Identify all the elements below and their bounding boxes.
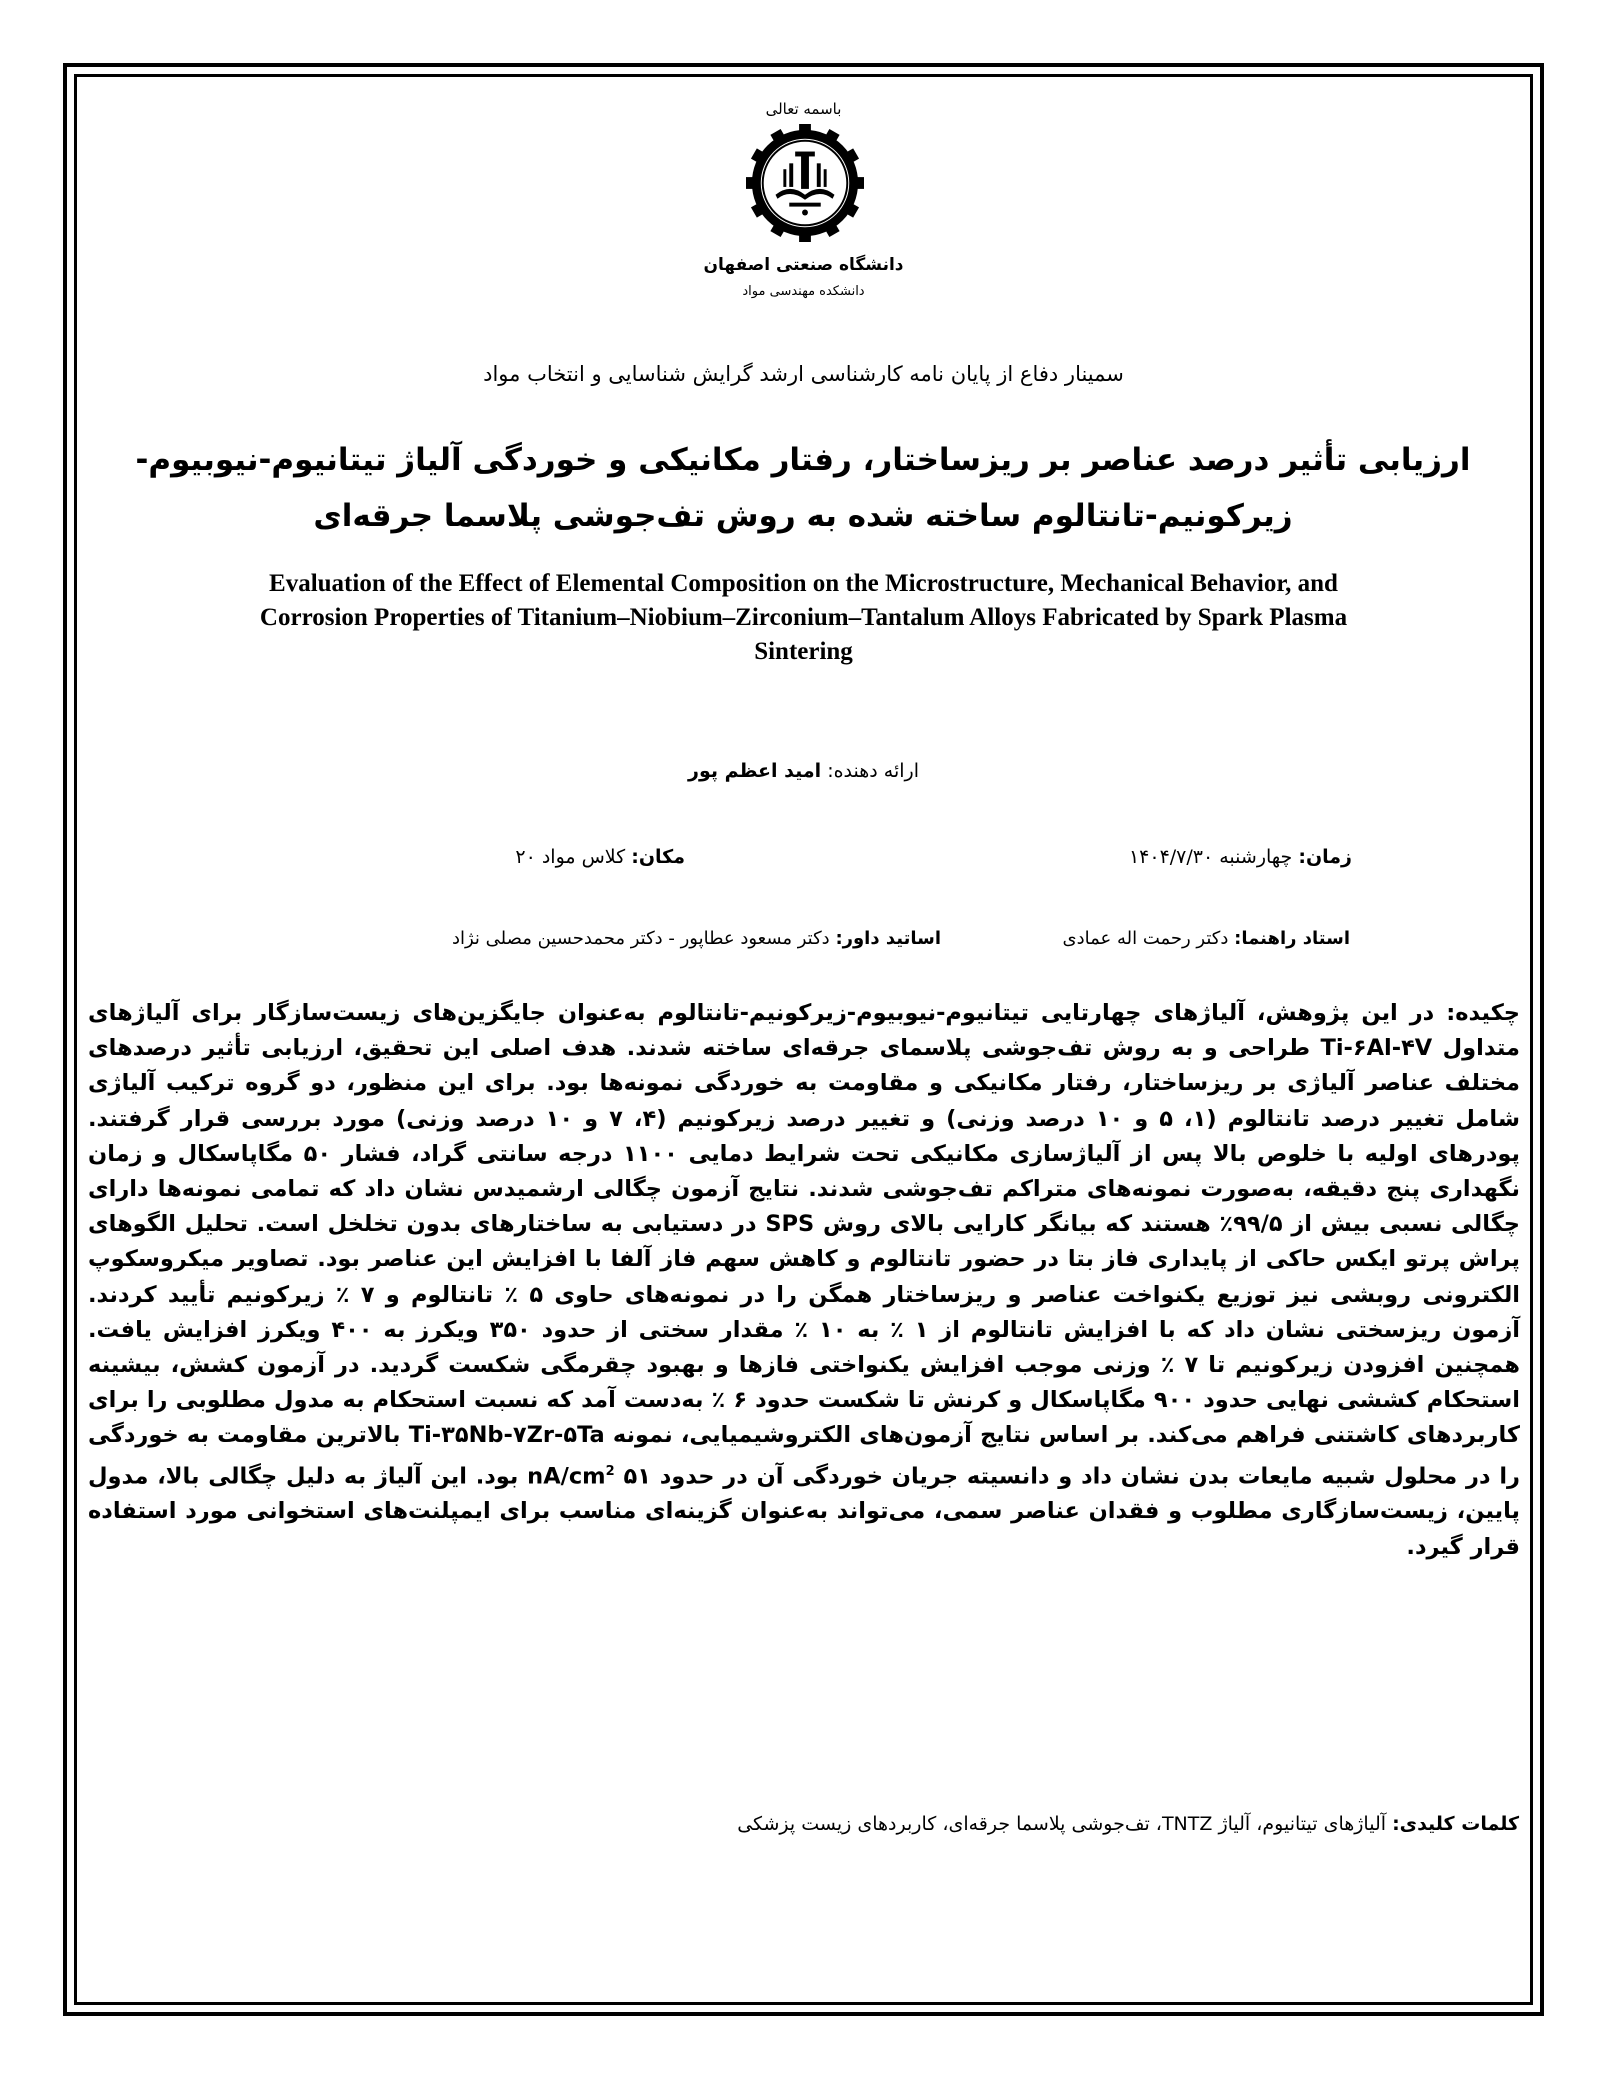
abstract-superscript: 2: [605, 1463, 615, 1479]
seminar-description: سمینار دفاع از پایان نامه کارشناسی ارشد گرایش شناسایی و انتخاب مواد: [483, 362, 1124, 386]
keywords: [737, 1813, 1519, 1835]
advisor-name: دکتر رحمت اله عمادی: [1062, 928, 1229, 949]
presenter: [0, 760, 1607, 782]
event-place: [515, 846, 685, 868]
presenter-label: ارائه دهنده:: [827, 760, 919, 782]
referees-names: دکتر مسعود عطاپور - دکتر محمدحسین مصلی نژاد: [451, 928, 830, 949]
abstract-text-part-1: در این پژوهش، آلیاژهای چهارتایی تیتانیوم-نیوبیوم-زیرکونیم-تانتالوم به‌عنوان جایگزین‌های زیست‌سازگار برای آلیاژهای متداول Ti-۶Al-۴V طراحی و به روش تف‌جوشی پلاسمای جرقه‌ای ساخته شدند. هدف اصلی این تحقیق، ارزیابی تأثیر درصدهای مختلف عناصر آلیاژی بر ریزساختار، رفتار مکانیکی و مقاومت به خوردگی نمونه‌ها بود. برای این منظور، دو گروه ترکیب آلیاژی شامل تغییر درصد تانتالوم (۱، ۵ و ۱۰ درصد وزنی) و تغییر درصد زیرکونیم (۴، ۷ و ۱۰ درصد وزنی) مورد بررسی قرار گرفتند. پودرهای اولیه با خلوص بالا پس از آلیاژسازی مکانیکی تحت شرایط دمایی ۱۱۰۰ درجه سانتی گراد، فشار ۵۰ مگاپاسکال و زمان نگهداری پنج دقیقه، به‌صورت نمونه‌های متراکم تف‌جوشی شدند. نتایج آزمون چگالی ارشمیدس نشان داد که تمامی نمونه‌ها دارای چگالی نسبی بیش از ۹۹/۵٪ هستند که بیانگر کارایی بالای روش SPS در دستیابی به ساختارهای بدون تخلخل است. تحلیل الگوهای پراش پرتو ایکس حاکی از پایداری فاز بتا در حضور تانتالوم و کاهش سهم فاز آلفا با افزایش این عناصر بود. تصاویر میکروسکوپ الکترونی روبشی نیز توزیع یکنواخت عناصر و ریزساختار همگن را در نمونه‌های حاوی ۵ ٪ تانتالوم و ۷ ٪ زیرکونیم تأیید کردند. آزمون ریزسختی نشان داد که با افزایش تانتالوم از ۱ ٪ به ۱۰ ٪ مقدار سختی از حدود ۳۵۰ ویکرز به ۴۰۰ ویکرز افزایش یافت. همچنین افزودن زیرکونیم تا ۷ ٪ وزنی موجب افزایش یکنواختی فازها و بهبود چقرمگی شکست گردید. در آزمون کشش، بیشینه استحکام کششی نهایی حدود ۹۰۰ مگاپاسکال و کرنش تا شکست حدود ۶ ٪ به‌دست آمد که نسبت استحکام به مدول مطلوبی را برای کاربردهای کاشتنی فراهم می‌کند. بر اساس نتایج آزمون‌های الکتروشیمیایی، نمونه Ti-۳۵Nb-۷Zr-۵Ta بالاترین مقاومت به خوردگی را در محلول شبیه مایعات بدن نشان داد و دانسیته جریان خوردگی آن در حدود ۵۱ nA/cm: [88, 1000, 1521, 1490]
university-gear-emblem-icon: [746, 124, 864, 242]
faculty-name: دانشکده مهندسی مواد: [742, 284, 865, 299]
title-english: [105, 567, 1502, 669]
abstract: [88, 996, 1520, 1565]
place-label: مکان:: [631, 846, 685, 868]
title-persian: [113, 432, 1493, 544]
place-value: کلاس مواد ۲۰: [515, 846, 626, 868]
title-english-line-1: Evaluation of the Effect of Elemental Composition on the Microstructure, Mechanical Behavior, and: [269, 570, 1338, 597]
title-persian-line-1: ارزیابی تأثیر درصد عناصر بر ریزساختار، رفتار مکانیکی و خوردگی آلیاژ تیتانیوم-نیوبیوم-: [135, 442, 1471, 478]
time-label: زمان:: [1298, 846, 1352, 868]
presenter-name: امید اعظم پور: [688, 760, 822, 782]
referees-label: اساتید داور:: [835, 928, 941, 949]
abstract-text-part-2: بود. این آلیاژ به دلیل چگالی بالا، مدول پایین، زیست‌سازگاری مطلوب و فقدان عناصر سمی، می‌تواند به‌عنوان گزینه‌ای مناسب برای ایمپلنت‌های استخوانی مورد استفاده قرار گیرد.: [88, 1463, 1520, 1560]
title-english-line-2: Corrosion Properties of Titanium–Niobium–Zirconium–Tantalum Alloys Fabricated by Spark Plasma: [259, 604, 1348, 631]
keywords-label: کلمات کلیدی:: [1392, 1813, 1519, 1835]
event-time: [1129, 846, 1352, 868]
abstract-label: چکیده:: [1446, 1000, 1520, 1026]
advisor-label: استاد راهنما:: [1234, 928, 1350, 949]
university-name: دانشگاه صنعتی اصفهان: [703, 255, 904, 275]
title-persian-line-2: زیرکونیم-تانتالوم ساخته شده به روش تف‌جوشی پلاسما جرقه‌ای: [313, 498, 1293, 534]
keywords-value: آلیاژهای تیتانیوم، آلیاژ TNTZ، تف‌جوشی پلاسما جرقه‌ای، کاربردهای زیست پزشکی: [737, 1813, 1393, 1835]
title-english-line-3: Sintering: [754, 638, 853, 665]
invocation-text: باسمه تعالی: [765, 100, 842, 118]
referees: [452, 928, 941, 949]
advisor: [1063, 928, 1351, 949]
time-value: چهارشنبه ۱۴۰۴/۷/۳۰: [1128, 846, 1293, 868]
